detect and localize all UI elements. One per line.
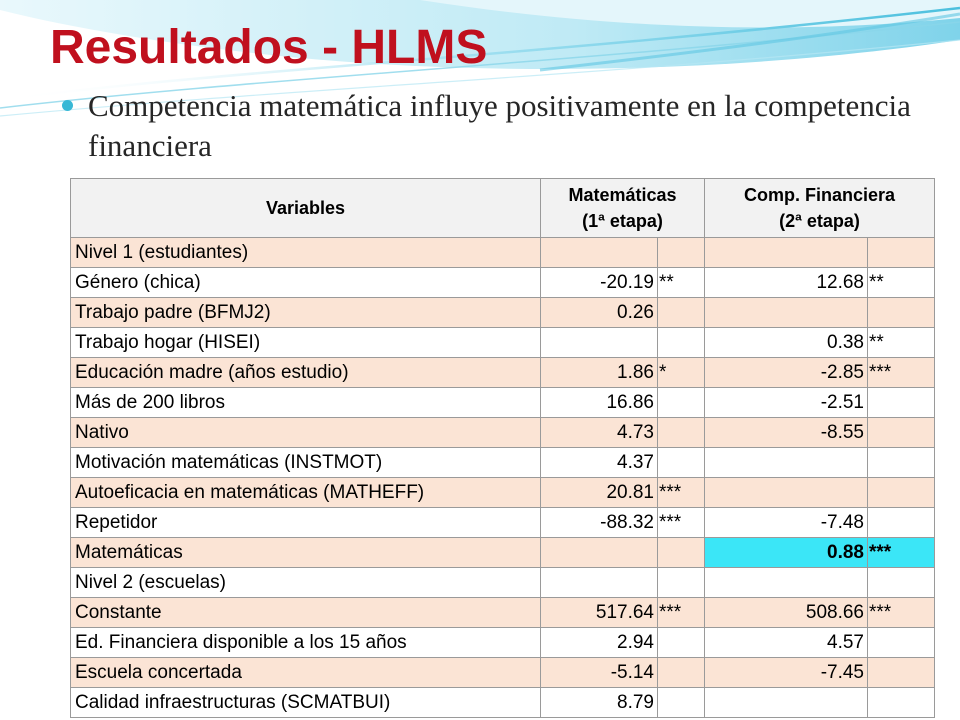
math-significance <box>658 418 705 448</box>
table-row <box>71 508 935 538</box>
math-value <box>541 238 658 268</box>
table-row <box>71 568 935 598</box>
variable-label: Escuela concertada <box>71 658 541 688</box>
fin-value: -7.48 <box>705 508 868 538</box>
math-significance <box>658 238 705 268</box>
math-significance: *** <box>658 508 705 538</box>
fin-value: -2.85 <box>705 358 868 388</box>
math-significance <box>658 568 705 598</box>
math-value: -88.32 <box>541 508 658 538</box>
header-variables: Variables <box>71 179 541 238</box>
fin-value: 0.38 <box>705 328 868 358</box>
fin-significance <box>868 388 935 418</box>
variable-label: Educación madre (años estudio) <box>71 358 541 388</box>
table-row <box>71 268 935 298</box>
fin-significance <box>868 508 935 538</box>
math-significance <box>658 388 705 418</box>
math-value: 20.81 <box>541 478 658 508</box>
fin-significance: *** <box>868 598 935 628</box>
fin-value <box>705 298 868 328</box>
math-significance <box>658 298 705 328</box>
math-value: -5.14 <box>541 658 658 688</box>
table-row <box>71 628 935 658</box>
variable-label: Trabajo padre (BFMJ2) <box>71 298 541 328</box>
fin-significance <box>868 238 935 268</box>
fin-significance <box>868 628 935 658</box>
math-value: 16.86 <box>541 388 658 418</box>
math-value: 0.26 <box>541 298 658 328</box>
table-row <box>71 478 935 508</box>
bullet-text: Competencia matemática influye positivamente en la competencia financiera <box>88 88 911 163</box>
fin-value <box>705 448 868 478</box>
variable-label: Motivación matemáticas (INSTMOT) <box>71 448 541 478</box>
math-value <box>541 568 658 598</box>
fin-significance <box>868 448 935 478</box>
table-row <box>71 358 935 388</box>
header-matematicas <box>541 179 705 238</box>
math-significance: ** <box>658 268 705 298</box>
fin-value: 4.57 <box>705 628 868 658</box>
table-row <box>71 418 935 448</box>
fin-significance: ** <box>868 268 935 298</box>
table-header-row <box>71 179 935 238</box>
fin-value: -8.55 <box>705 418 868 448</box>
header-matematicas-line1: Matemáticas <box>568 185 677 205</box>
table-row <box>71 688 935 718</box>
table-row <box>71 598 935 628</box>
math-value: 8.79 <box>541 688 658 718</box>
fin-value <box>705 238 868 268</box>
math-significance <box>658 538 705 568</box>
fin-significance <box>868 568 935 598</box>
variable-label: Nativo <box>71 418 541 448</box>
variable-label: Género (chica) <box>71 268 541 298</box>
header-comp-financiera <box>705 179 935 238</box>
math-value: 4.37 <box>541 448 658 478</box>
math-significance <box>658 448 705 478</box>
math-significance: * <box>658 358 705 388</box>
fin-significance-highlighted: *** <box>868 538 935 568</box>
fin-value <box>705 568 868 598</box>
results-table <box>70 178 935 718</box>
fin-significance <box>868 658 935 688</box>
math-value: 1.86 <box>541 358 658 388</box>
fin-significance <box>868 418 935 448</box>
header-comp-financiera-line2: (2ª etapa) <box>779 211 860 231</box>
table-row <box>71 328 935 358</box>
table-row <box>71 298 935 328</box>
bullet-dot-icon <box>62 100 73 111</box>
variable-label: Más de 200 libros <box>71 388 541 418</box>
math-significance <box>658 688 705 718</box>
math-significance: *** <box>658 478 705 508</box>
math-value: -20.19 <box>541 268 658 298</box>
fin-significance <box>868 298 935 328</box>
fin-significance: ** <box>868 328 935 358</box>
fin-value: -2.51 <box>705 388 868 418</box>
slide-title: Resultados - HLMS <box>50 21 488 74</box>
fin-value <box>705 478 868 508</box>
fin-significance: *** <box>868 358 935 388</box>
math-value: 2.94 <box>541 628 658 658</box>
header-matematicas-line2: (1ª etapa) <box>582 211 663 231</box>
variable-label: Trabajo hogar (HISEI) <box>71 328 541 358</box>
variable-label: Ed. Financiera disponible a los 15 años <box>71 628 541 658</box>
table-row <box>71 538 935 568</box>
variable-label: Constante <box>71 598 541 628</box>
math-significance: *** <box>658 598 705 628</box>
math-value <box>541 328 658 358</box>
variable-label: Calidad infraestructuras (SCMATBUI) <box>71 688 541 718</box>
fin-value: 12.68 <box>705 268 868 298</box>
math-value <box>541 538 658 568</box>
fin-significance <box>868 688 935 718</box>
variable-label: Repetidor <box>71 508 541 538</box>
fin-value: -7.45 <box>705 658 868 688</box>
math-value: 4.73 <box>541 418 658 448</box>
math-significance <box>658 658 705 688</box>
math-value: 517.64 <box>541 598 658 628</box>
math-significance <box>658 328 705 358</box>
table-row <box>71 388 935 418</box>
variable-label: Autoeficacia en matemáticas (MATHEFF) <box>71 478 541 508</box>
math-significance <box>658 628 705 658</box>
fin-value: 508.66 <box>705 598 868 628</box>
fin-value <box>705 688 868 718</box>
variable-label: Matemáticas <box>71 538 541 568</box>
fin-value-highlighted: 0.88 <box>705 538 868 568</box>
header-comp-financiera-line1: Comp. Financiera <box>743 185 896 205</box>
fin-significance <box>868 478 935 508</box>
table-row <box>71 658 935 688</box>
table-row <box>71 238 935 268</box>
table-row <box>71 448 935 478</box>
variable-label: Nivel 1 (estudiantes) <box>71 238 541 268</box>
variable-label: Nivel 2 (escuelas) <box>71 568 541 598</box>
